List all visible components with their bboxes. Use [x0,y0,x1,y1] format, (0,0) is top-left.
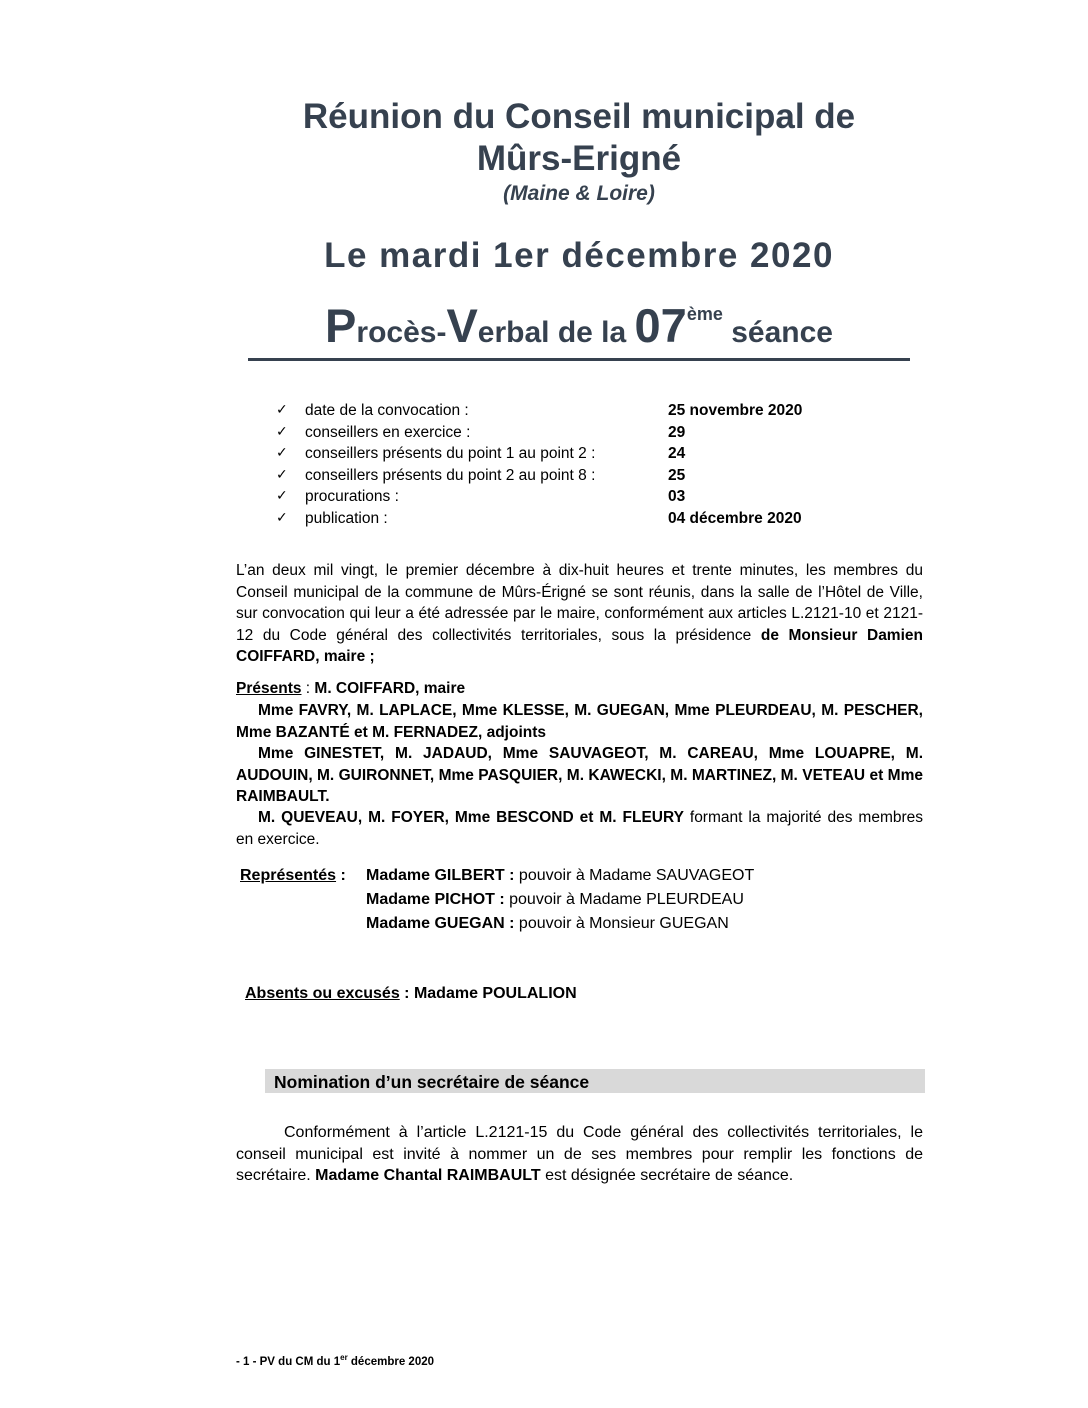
section-text-2: est désignée secrétaire de séance. [540,1167,794,1185]
fact-label: conseillers en exercice : [305,423,471,441]
presents-separator: : [301,680,315,697]
fact-value: 29 [668,423,686,441]
title-rule [248,358,910,361]
conseillers-list: Mme GINESTET, M. JADAUD, Mme SAUVAGEOT, M. CAREAU, Mme LOUAPRE, M. AUDOUIN, M. GUIRONNET, Mme PASQUIER, M. KAWECKI, M. MARTINEZ, M. VETEAU et Mme RAIMBAULT. [236,745,923,806]
presents-line [236,678,923,700]
fact-label: conseillers présents du point 2 au point 8 : [305,466,596,484]
absents-line [245,983,577,1005]
others-list: M. QUEVEAU, M. FOYER, Mme BESCOND et M. FLEURY [258,809,684,826]
check-icon: ✓ [276,402,288,418]
fact-label: date de la convocation : [305,402,469,419]
title-line-2: Mûrs-Erigné [476,139,682,178]
adjoints-list: Mme FAVRY, M. LAPLACE, Mme KLESSE, M. GUEGAN, Mme PLEURDEAU, M. PESCHER, Mme BAZANTÉ et M. FERNADEZ, adjoints [236,702,923,741]
fact-value: 03 [668,488,686,506]
pv-ordinal: ème [686,304,723,324]
check-icon: ✓ [276,423,288,440]
fact-item [276,422,876,444]
pv-letter-v: V [446,299,478,352]
proxy-name: Madame GILBERT : [366,867,515,884]
proxy-text: pouvoir à Madame SAUVAGEOT [514,867,755,884]
title-line-1: Réunion du Conseil municipal de [302,97,856,136]
presents-adjoints [236,700,923,743]
footer-text-2: décembre 2020 [347,1356,435,1368]
fact-label: conseillers présents du point 1 au point 2 : [305,445,596,463]
meeting-date: Le mardi 1er décembre 2020 [324,236,834,275]
fact-value: 25 [668,466,686,484]
intro-paragraph [236,560,923,668]
absents-label: Absents ou excusés [245,985,400,1002]
secretary-name: Madame Chantal RAIMBAULT [315,1167,541,1185]
presents-majority [236,807,923,850]
intro-president: de Monsieur Damien COIFFARD, maire ; [236,626,923,666]
proxy-text: pouvoir à Madame PLEURDEAU [504,891,744,908]
fact-item [276,465,876,487]
proxy-name: Madame GUEGAN : [366,915,515,932]
fact-item [276,508,876,530]
presents-label: Présents [236,680,302,697]
pv-roces: rocès- [356,316,447,349]
proxy-row [366,912,729,936]
proxy-row [366,888,744,912]
pv-number: 07 [634,299,687,352]
proxy-row [366,864,754,888]
page-footer [236,1353,435,1368]
majority-text: formant la majorité des membres en exercice. [236,809,924,848]
subtitle-region: (Maine & Loire) [503,182,655,205]
fact-item [276,443,876,465]
fact-item [276,486,876,508]
fact-value: 25 novembre 2020 [668,402,803,419]
proxy-name: Madame PICHOT : [366,891,505,908]
proxy-text: pouvoir à Monsieur GUEGAN [514,915,729,932]
representes-label: Représentés [240,867,337,884]
check-icon: ✓ [276,466,288,483]
fact-label: publication : [305,509,388,527]
section-heading: Nomination d’un secrétaire de séance [265,1069,925,1093]
check-icon: ✓ [276,509,288,526]
intro-text: L’an deux mil vingt, le premier décembre à dix-huit heures et trente minutes, les membres du Conseil municipal de la commune de Mûrs-Érigné se sont réunis, dans la salle de l’Hôtel de Ville, sur convocation qui leur a été adressée par le maire, conformément aux articles L.2121-10 et 2121-12 du Code général des collectivités territoriales, sous la présidence [236,562,923,644]
check-icon: ✓ [276,488,288,505]
fact-item [276,400,876,422]
section-text-1: Conformément à l’article L.2121-15 du Code général des collectivités territoriales, le conseil municipal est invité à nommer un de ses membres pour remplir les fonctions de secrétaire. [236,1124,923,1185]
absents-value: : Madame POULALION [399,985,577,1002]
pv-letter-p: P [325,299,357,352]
check-icon: ✓ [276,445,288,462]
presents-maire: M. COIFFARD, maire [314,680,466,697]
representes-heading [240,864,346,888]
presents-conseillers [236,743,923,808]
facts-list [276,400,876,530]
pv-seance: séance [722,316,833,349]
section-paragraph [236,1122,923,1187]
pv-erbal: erbal de la [477,316,635,349]
proces-verbal-heading [0,296,1088,363]
fact-value: 24 [668,445,686,463]
footer-text: - 1 - PV du CM du 1 [236,1356,341,1368]
footer-sup: er [340,1353,348,1362]
representes-separator: : [336,867,346,884]
fact-value: 04 décembre 2020 [668,509,802,527]
fact-label: procurations : [305,488,399,506]
